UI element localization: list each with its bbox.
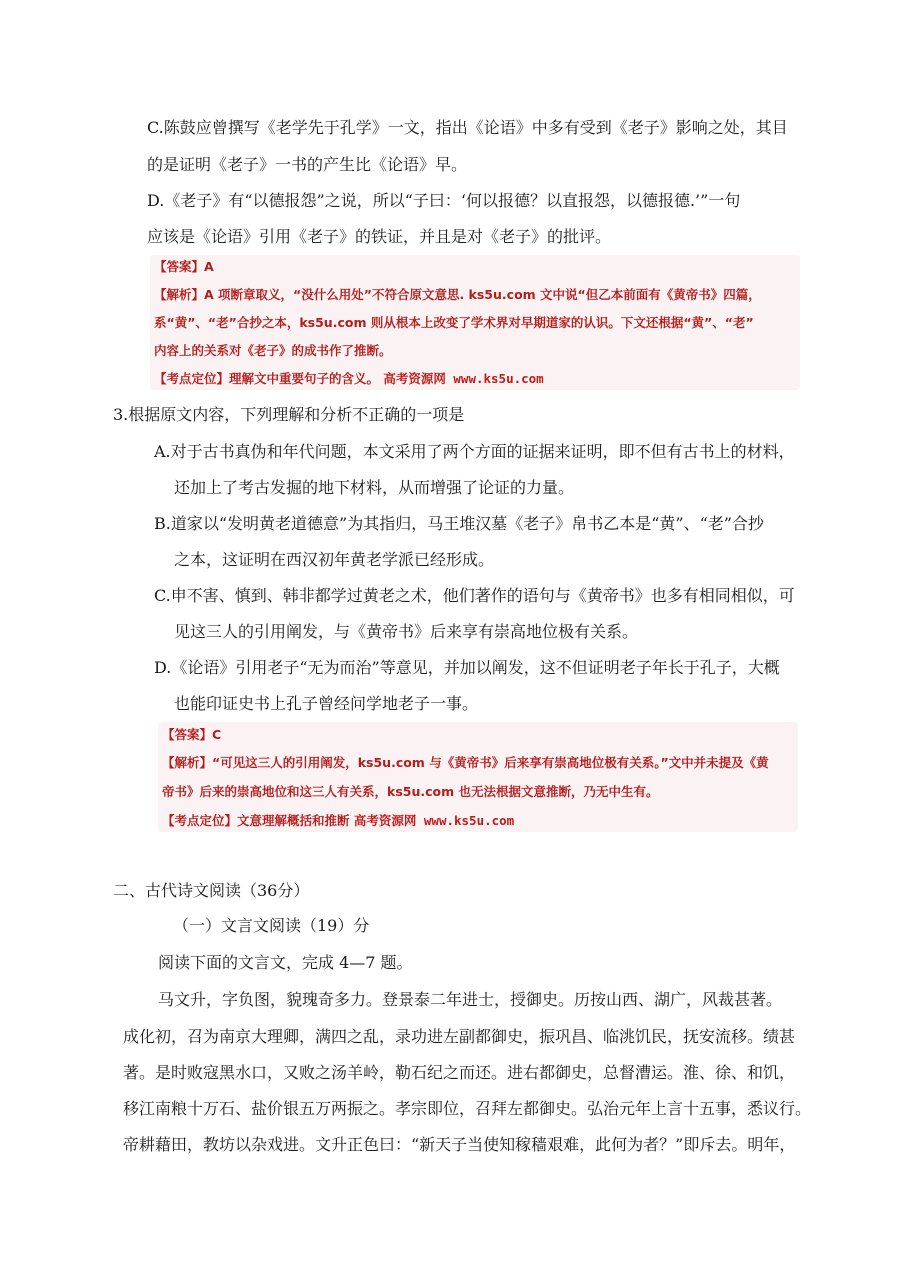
q3-answer: 【答案】C bbox=[162, 727, 222, 742]
q3-option-d-line2: 也能印证史书上孔子曾经问学地老子一事。 bbox=[174, 694, 479, 713]
q2-option-d-line2: 应该是《论语》引用《老子》的铁证，并且是对《老子》的批评。 bbox=[147, 227, 612, 246]
q3-knowledge-point-text: 【考点定位】文意理解概括和推断 bbox=[162, 813, 350, 828]
q3-knowledge-point bbox=[162, 813, 514, 829]
q2-option-d-line1: D.《老子》有“以德报怨”之说，所以“子曰：‘何以报德？以直报怨，以德报德.’”一句 bbox=[147, 191, 741, 210]
reading-instruction: 阅读下面的文言文，完成 4—7 题。 bbox=[158, 953, 413, 972]
q2-watermark-site: 高考资源网 www.ks5u.com bbox=[383, 371, 544, 386]
q3-watermark-site: 高考资源网 www.ks5u.com bbox=[353, 813, 515, 828]
q3-option-c-line1: C.申不害、慎到、韩非都学过黄老之术，他们著作的语句与《黄帝书》也多有相同相似，可 bbox=[154, 586, 795, 605]
q2-analysis-line2: 系“黄”、“老”合抄之本，ks5u.com 则从根本上改变了学术界对早期道家的认识。下文还根据“黄”、“老” bbox=[154, 315, 754, 330]
q3-option-c-line2: 见这三人的引用阐发，与《黄帝书》后来享有崇高地位极有关系。 bbox=[174, 622, 639, 641]
q2-analysis-line3: 内容上的关系对《老子》的成书作了推断。 bbox=[154, 343, 392, 358]
passage-line: 帝耕藉田，教坊以杂戏进。文升正色曰：“新天子当使知稼穑艰难，此何为者？”即斥去。明年， bbox=[123, 1135, 796, 1154]
q3-option-a-line1: A.对于古书真伪和年代问题，本文采用了两个方面的证据来证明，即不但有古书上的材料， bbox=[154, 442, 795, 461]
passage-line: 成化初，召为南京大理卿，满四之乱，录功进左副都御史，振巩昌、临洮饥民，抚安流移。绩甚 bbox=[123, 1027, 796, 1046]
q2-answer: 【答案】A bbox=[154, 259, 214, 274]
passage-line: 著。是时败寇黑水口，又败之汤羊岭，勒石纪之而还。进右都御史，总督漕运。淮、徐、和饥， bbox=[123, 1063, 796, 1082]
subsection-heading: （一）文言文阅读（19）分 bbox=[173, 916, 370, 935]
q2-analysis-line1: 【解析】A 项断章取义，“没什么用处”不符合原文意思. ks5u.com 文中说“但乙本前面有《黄帝书》四篇， bbox=[154, 287, 761, 302]
q3-option-b-line1: B.道家以“发明黄老道德意”为其指归，马王堆汉墓《老子》帛书乙本是“黄”、“老”合抄 bbox=[154, 514, 764, 533]
section-heading: 二、古代诗文阅读（36分） bbox=[113, 881, 310, 900]
q2-option-c-line2: 的是证明《老子》一书的产生比《论语》早。 bbox=[147, 155, 468, 174]
passage-line: 马文升，字负图，貌瑰奇多力。登景泰二年进士，授御史。历按山西、湖广，风裁甚著。 bbox=[158, 990, 783, 1009]
q2-option-c-line1: C.陈鼓应曾撰写《老学先于孔学》一文，指出《论语》中多有受到《老子》影响之处，其目 bbox=[147, 118, 788, 137]
q3-analysis-line1: 【解析】“可见这三人的引用阐发，ks5u.com 与《黄帝书》后来享有崇高地位极有关系。”文中并未提及《黄 bbox=[162, 755, 769, 770]
q2-knowledge-point bbox=[154, 371, 544, 387]
q3-option-d-line1: D.《论语》引用老子“无为而治”等意见，并加以阐发，这不但证明老子年长于孔子，大概 bbox=[154, 658, 780, 677]
q3-option-b-line2: 之本，这证明在西汉初年黄老学派已经形成。 bbox=[174, 550, 495, 569]
passage-line: 移江南粮十万石、盐价银五万两振之。孝宗即位，召拜左都御史。弘治元年上言十五事，悉议行。 bbox=[123, 1099, 812, 1118]
q2-knowledge-point-text: 【考点定位】理解文中重要句子的含义。 bbox=[154, 371, 380, 386]
q3-stem: 3.根据原文内容，下列理解和分析不正确的一项是 bbox=[113, 405, 465, 424]
q3-option-a-line2: 还加上了考古发掘的地下材料，从而增强了论证的力量。 bbox=[174, 478, 575, 497]
q3-analysis-line2: 帝书》后来的崇高地位和这三人有关系，ks5u.com 也无法根据文意推断，乃无中生有。 bbox=[162, 784, 659, 799]
